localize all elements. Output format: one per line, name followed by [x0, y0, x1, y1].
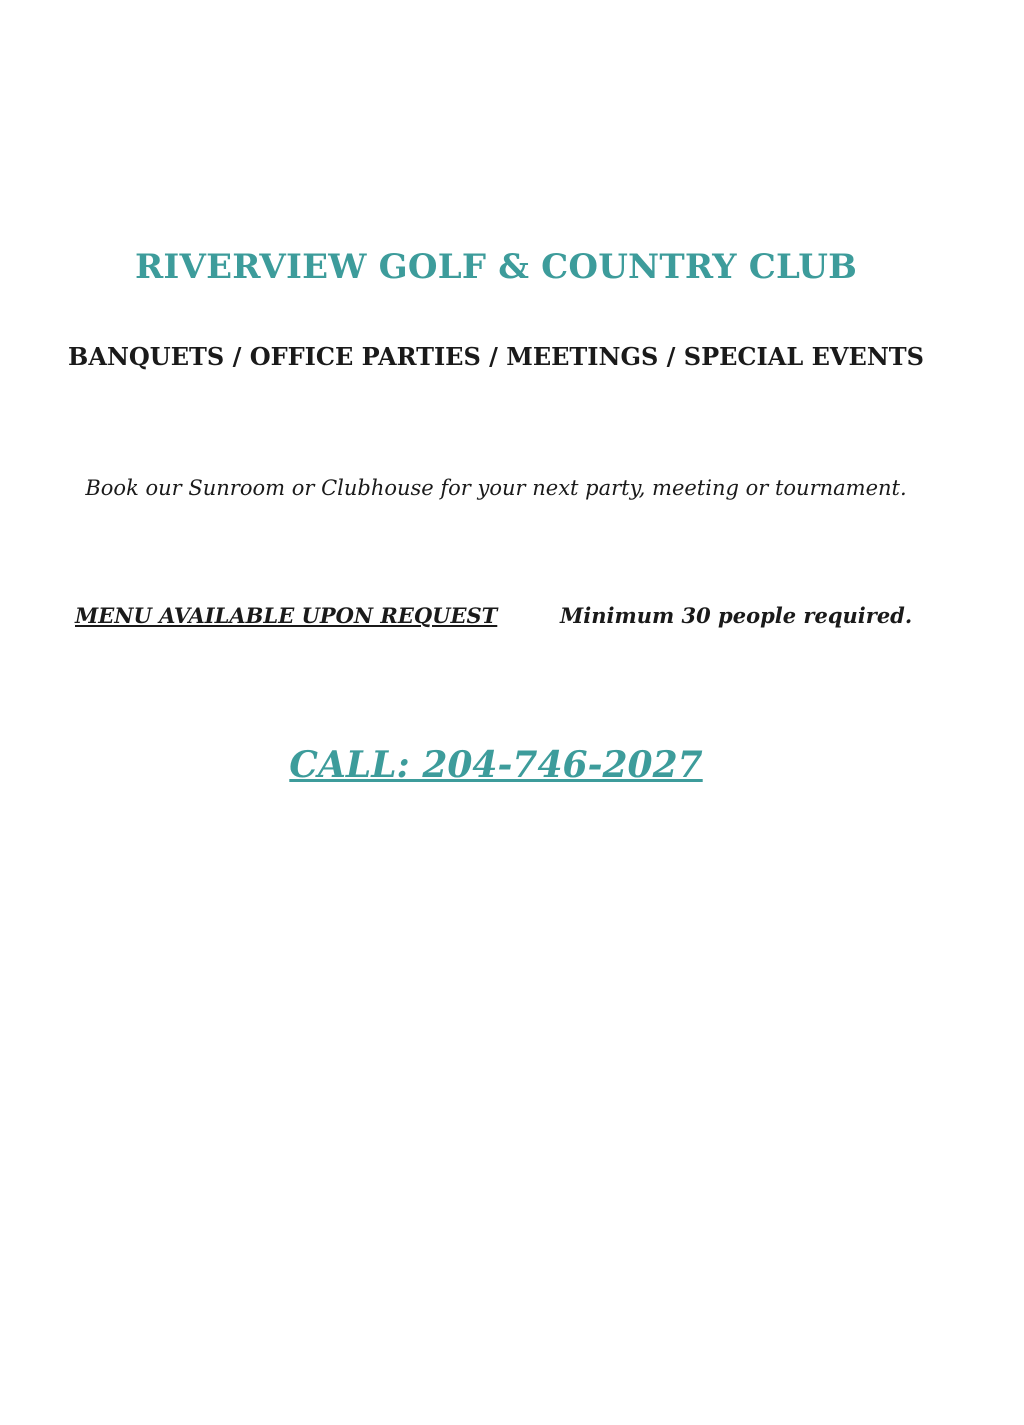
club-title: RIVERVIEW GOLF & COUNTRY CLUB [134, 247, 858, 287]
menu-available-link[interactable]: MENU AVAILABLE UPON REQUEST [75, 603, 498, 628]
event-types-heading: BANQUETS / OFFICE PARTIES / MEETINGS / SPECIAL EVENTS [68, 342, 924, 371]
booking-description: Book our Sunroom or Clubhouse for your next party, meeting or tournament. [85, 476, 907, 500]
phone-call-line [0, 744, 992, 786]
minimum-people-note: Minimum 30 people required. [560, 603, 913, 628]
phone-call-link[interactable]: CALL: 204-746-2027 [289, 744, 703, 786]
